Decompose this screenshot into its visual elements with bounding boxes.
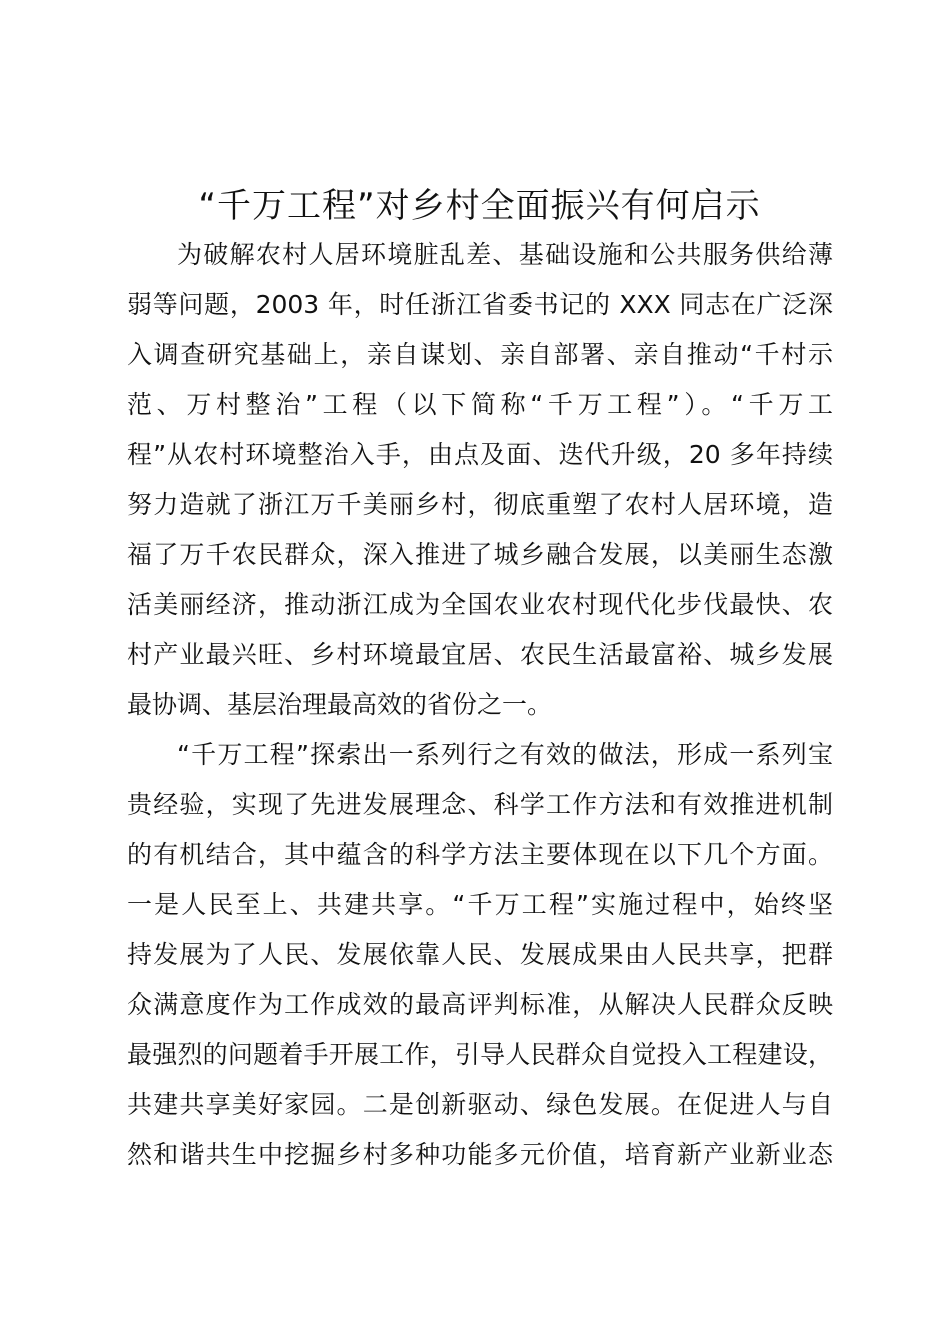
paragraph-line: 贵经验，实现了先进发展理念、科学工作方法和有效推进机制 [127, 790, 833, 819]
paragraph-line: 众满意度作为工作成效的最高评判标准，从解决人民群众反映 [127, 990, 833, 1019]
paragraph-line: 弱等问题，2003 年，时任浙江省委书记的 XXX 同志在广泛深 [127, 290, 833, 319]
paragraph-line: 的有机结合，其中蕴含的科学方法主要体现在以下几个方面。 [127, 840, 833, 869]
paragraph-line: 范、万村整治”工程（以下简称“千万工程”）。“千万工 [127, 390, 833, 419]
document-body [127, 230, 833, 1180]
paragraph-line: 努力造就了浙江万千美丽乡村，彻底重塑了农村人居环境，造 [127, 490, 833, 519]
paragraph-line: 一是人民至上、共建共享。“千万工程”实施过程中，始终坚 [127, 890, 833, 919]
paragraph-line: 为破解农村人居环境脏乱差、基础设施和公共服务供给薄 [177, 240, 833, 269]
paragraph-line: 然和谐共生中挖掘乡村多种功能多元价值，培育新产业新业态 [127, 1140, 833, 1169]
paragraph-line: 程”从农村环境整治入手，由点及面、迭代升级，20 多年持续 [127, 440, 833, 469]
paragraph-line: “千万工程”探索出一系列行之有效的做法，形成一系列宝 [177, 740, 833, 769]
paragraph-line: 持发展为了人民、发展依靠人民、发展成果由人民共享，把群 [127, 940, 833, 969]
paragraph-line: 村产业最兴旺、乡村环境最宜居、农民生活最富裕、城乡发展 [127, 640, 833, 669]
paragraph-line: 活美丽经济，推动浙江成为全国农业农村现代化步伐最快、农 [127, 590, 833, 619]
paragraph-line: 最强烈的问题着手开展工作，引导人民群众自觉投入工程建设， [127, 1040, 833, 1069]
document-title: “千万工程”对乡村全面振兴有何启示 [198, 186, 761, 226]
paragraph-line: 福了万千农民群众，深入推进了城乡融合发展，以美丽生态激 [127, 540, 833, 569]
paragraph-line: 入调查研究基础上，亲自谋划、亲自部署、亲自推动“千村示 [127, 340, 833, 369]
paragraph-line: 共建共享美好家园。二是创新驱动、绿色发展。在促进人与自 [127, 1090, 833, 1119]
paragraph-line: 最协调、基层治理最高效的省份之一。 [127, 690, 553, 719]
